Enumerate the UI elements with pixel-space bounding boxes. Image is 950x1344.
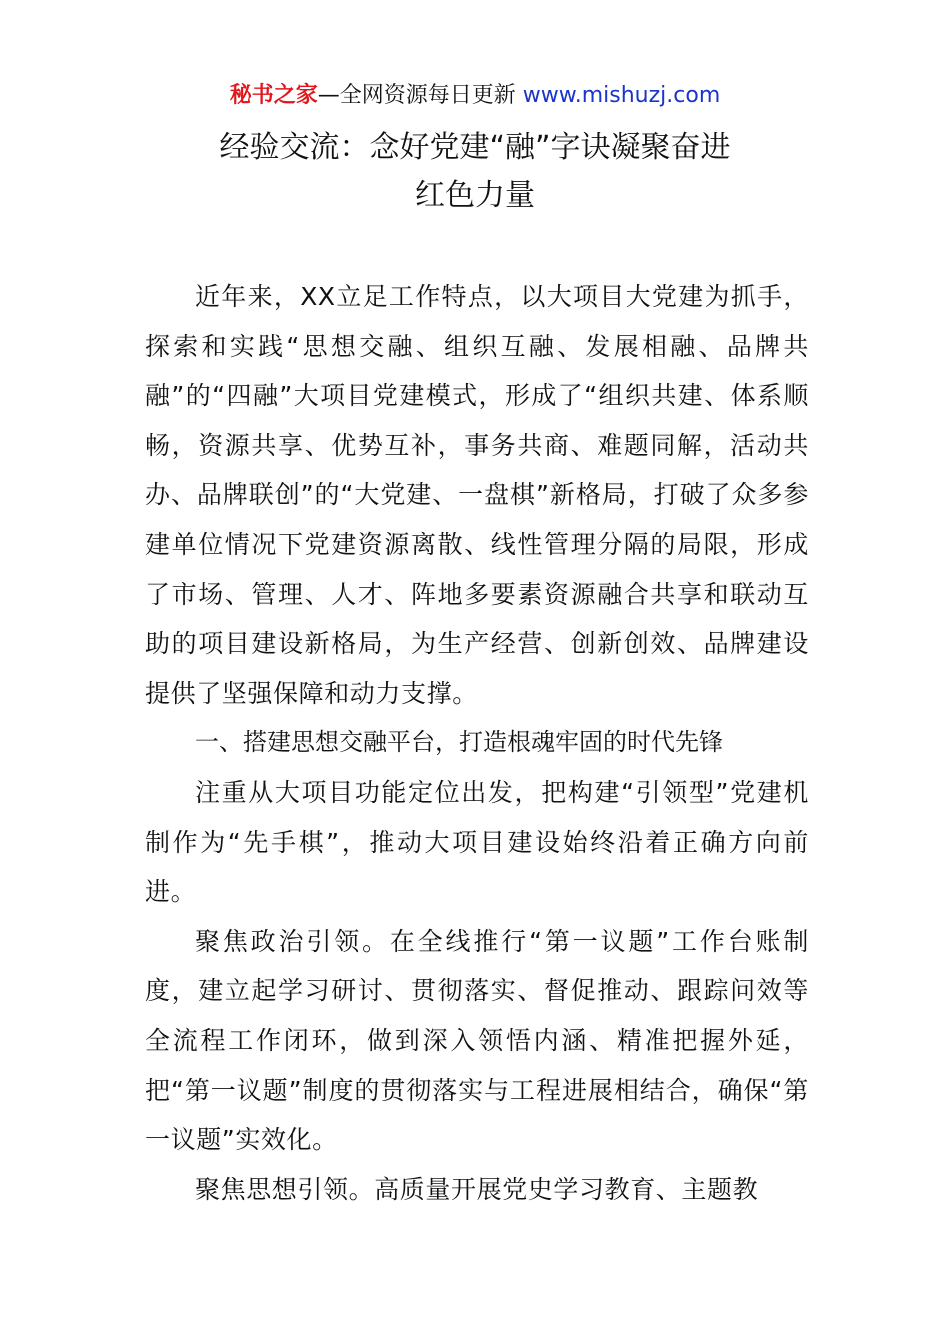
site-header	[0, 80, 950, 112]
document-title-line-2: 红色力量	[415, 178, 535, 213]
site-url[interactable]: www.mishuzj.com	[522, 83, 721, 108]
paragraph-intro: 近年来，XX立足工作特点，以大项目大党建为抓手，探索和实践“思想交融、组织互融、发展相融、品牌共融”的“四融”大项目党建模式，形成了“组织共建、体系顺畅，资源共享、优势互补，事务共商、难题同解，活动共办、品牌联创”的“大党建、一盘棋”新格局，打破了众多参建单位情况下党建资源离散、线性管理分隔的局限，形成了市场、管理、人才、阵地多要素资源融合共享和联动互助的项目建设新格局，为生产经营、创新创效、品牌建设提供了坚强保障和动力支撑。	[145, 282, 809, 708]
paragraph-2: 注重从大项目功能定位出发，把构建“引领型”党建机制作为“先手棋”，推动大项目建设始终沿着正确方向前进。	[145, 777, 809, 907]
document-body	[145, 272, 809, 1214]
document-title-line-1: 经验交流：念好党建“融”字诀凝聚奋进	[219, 130, 731, 165]
header-tagline: —全网资源每日更新	[317, 83, 523, 108]
brand-name: 秘书之家	[229, 83, 318, 108]
section-heading-1: 一、搭建思想交融平台，打造根魂牢固的时代先锋	[195, 728, 723, 757]
paragraph-4: 聚焦思想引领。高质量开展党史学习教育、主题教	[195, 1174, 759, 1204]
paragraph-3: 聚焦政治引领。在全线推行“第一议题”工作台账制度，建立起学习研讨、贯彻落实、督促推动、跟踪问效等全流程工作闭环，做到深入领悟内涵、精准把握外延，把“第一议题”制度的贯彻落实与工程进展相结合，确保“第一议题”实效化。	[145, 926, 809, 1155]
